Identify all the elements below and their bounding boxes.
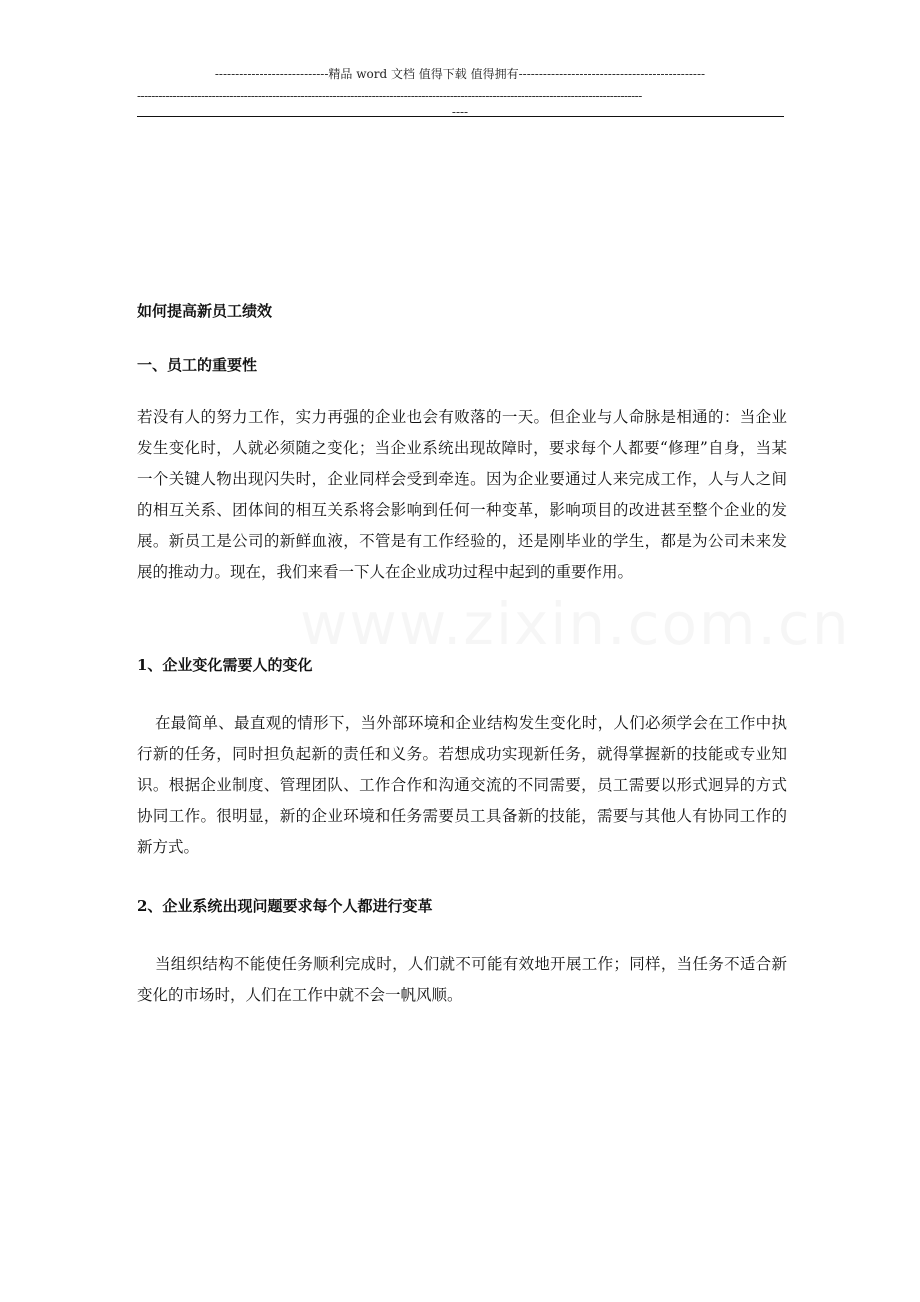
header-dash-line: ----------------------------------------------------------------------------------------------------------------------------------------------: [137, 89, 642, 103]
section-paragraph: 若没有人的努力工作，实力再强的企业也会有败落的一天。但企业与人命脉是相通的：当企业发生变化时，人就必须随之变化；当企业系统出现故障时，要求每个人都要“修理”自身，当某一个关键人物出现闪失时，企业同样会受到牵连。因为企业要通过人来完成工作，人与人之间的相互关系、团体间的相互关系将会影响到任何一种变革，影响项目的改进甚至整个企业的发展。新员工是公司的新鲜血液，不管是有工作经验的，还是刚毕业的学生，都是为公司未来发展的推动力。现在，我们来看一下人在企业成功过程中起到的重要作用。: [137, 408, 787, 581]
header-dash-tail: ----: [451, 105, 469, 119]
subsection-heading: 1、企业变化需要人的变化: [137, 656, 313, 674]
document-body: [137, 296, 787, 1011]
document-title: 如何提高新员工绩效: [137, 302, 273, 320]
header-banner-text: ----------------------------精品 word 文档 值得下载 值得拥有----------------------------------------------: [214, 67, 706, 81]
header-rule: [137, 116, 784, 117]
subsection-paragraph: 当组织结构不能使任务顺利完成时，人们就不可能有效地开展工作；同样，当任务不适合新变化的市场时，人们在工作中就不会一帆风顺。: [137, 955, 787, 1004]
subsection-heading: 2、企业系统出现问题要求每个人都进行变革: [137, 897, 433, 915]
section-heading: 一、员工的重要性: [137, 356, 258, 374]
subsection-paragraph: 在最简单、最直观的情形下，当外部环境和企业结构发生变化时，人们必须学会在工作中执行新的任务，同时担负起新的责任和义务。若想成功实现新任务，就得掌握新的技能或专业知识。根据企业制度、管理团队、工作合作和沟通交流的不同需要，员工需要以形式迥异的方式协同工作。很明显，新的企业环境和任务需要员工具备新的技能，需要与其他人有协同工作的新方式。: [137, 714, 787, 856]
page-header: [137, 66, 783, 120]
